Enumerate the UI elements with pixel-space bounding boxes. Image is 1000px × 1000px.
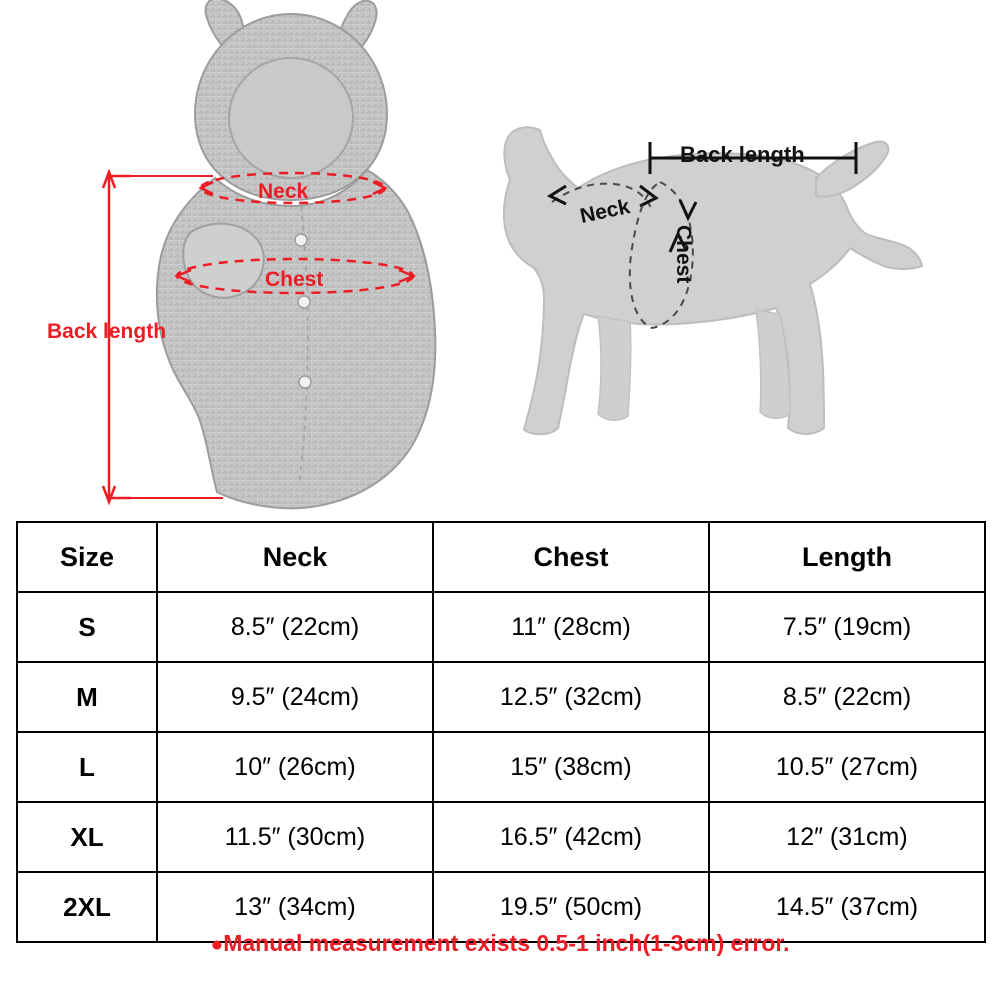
cell-size: 2XL: [17, 872, 157, 942]
snap-button: [299, 376, 311, 388]
table-header-row: [17, 522, 985, 592]
cell-chest: 15″ (38cm): [433, 732, 709, 802]
cell-neck: 11.5″ (30cm): [157, 802, 433, 872]
dog-svg: [480, 70, 980, 470]
bullet-icon: ●: [210, 932, 224, 956]
snap-button: [298, 296, 310, 308]
cell-neck: 13″ (34cm): [157, 872, 433, 942]
cell-size: XL: [17, 802, 157, 872]
header-neck: Neck: [157, 522, 433, 592]
cell-size: S: [17, 592, 157, 662]
cell-length: 10.5″ (27cm): [709, 732, 985, 802]
garment-body: [157, 170, 436, 508]
cell-size: L: [17, 732, 157, 802]
header-size: Size: [17, 522, 157, 592]
dog-back-length-label: Back length: [680, 142, 805, 167]
snap-button: [295, 234, 307, 246]
cell-chest: 12.5″ (32cm): [433, 662, 709, 732]
table-row: [17, 592, 985, 662]
cell-length: 8.5″ (22cm): [709, 662, 985, 732]
hood-opening: [229, 58, 353, 178]
dog-tail: [816, 141, 888, 196]
garment-neck-label: Neck: [258, 180, 309, 203]
dog-neck-label: Neck: [578, 195, 632, 228]
cell-chest: 19.5″ (50cm): [433, 872, 709, 942]
table-row: [17, 732, 985, 802]
cell-length: 12″ (31cm): [709, 802, 985, 872]
garment-svg: [95, 0, 475, 518]
cell-length: 14.5″ (37cm): [709, 872, 985, 942]
size-chart-table: [16, 521, 986, 943]
garment-back-length-label: Back length: [47, 320, 167, 343]
cell-neck: 8.5″ (22cm): [157, 592, 433, 662]
cell-length: 7.5″ (19cm): [709, 592, 985, 662]
cell-neck: 9.5″ (24cm): [157, 662, 433, 732]
table-row: [17, 802, 985, 872]
note-text: Manual measurement exists 0.5-1 inch(1-3cm) error.: [223, 930, 790, 956]
header-length: Length: [709, 522, 985, 592]
garment-diagram: [47, 0, 475, 518]
measurement-note: [0, 930, 1000, 957]
dog-diagram: [480, 70, 980, 470]
header-chest: Chest: [433, 522, 709, 592]
dog-far-front-leg: [598, 316, 631, 420]
table-row: [17, 662, 985, 732]
cell-neck: 10″ (26cm): [157, 732, 433, 802]
garment-chest-label: Chest: [265, 268, 324, 291]
cell-size: M: [17, 662, 157, 732]
cell-chest: 16.5″ (42cm): [433, 802, 709, 872]
dog-chest-label: Chest: [672, 225, 695, 284]
cell-chest: 11″ (28cm): [433, 592, 709, 662]
